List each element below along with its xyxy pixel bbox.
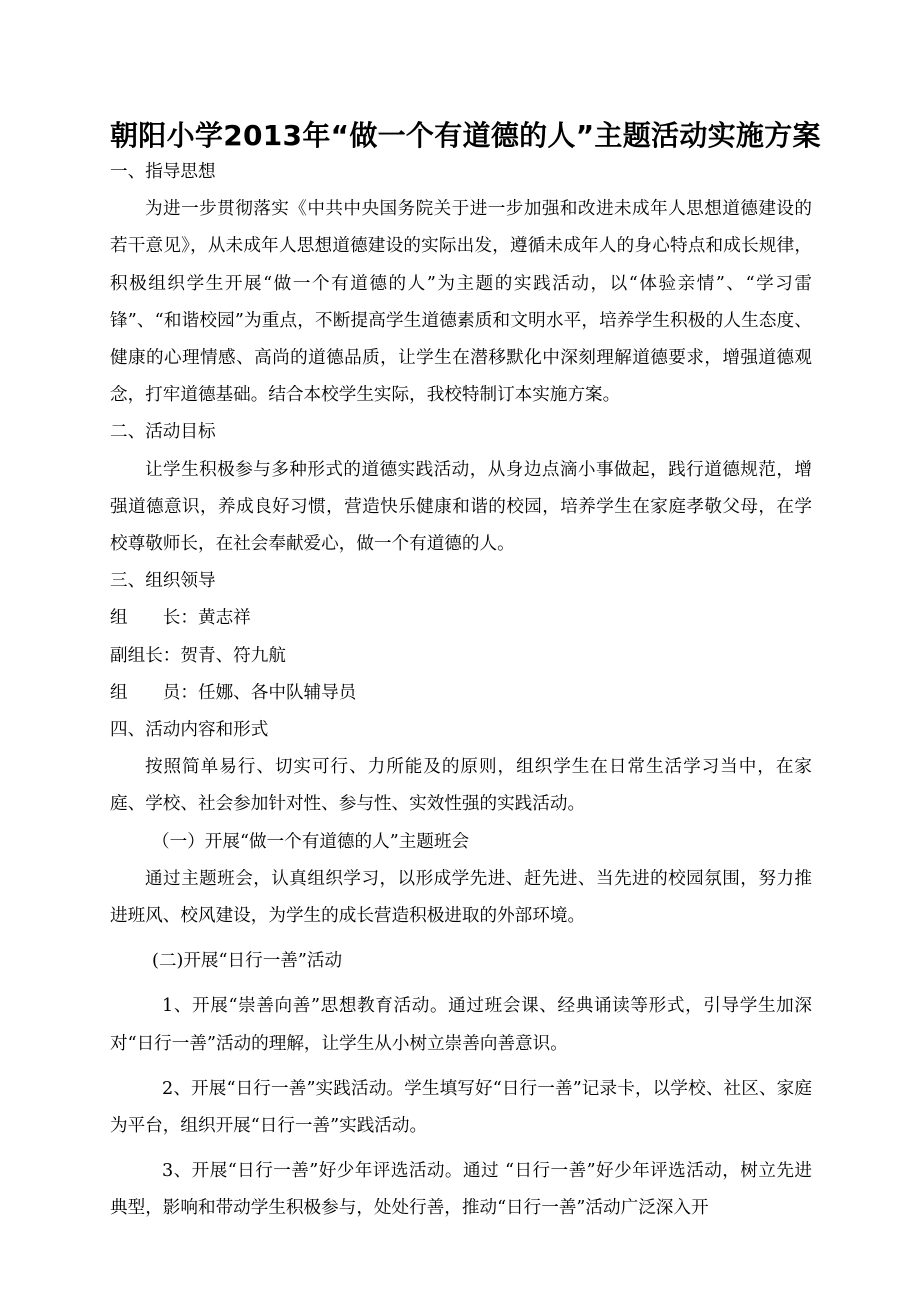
section-heading-goals: 二、活动目标 [110,422,216,443]
list-item-1: 1、开展“崇善向善”思想教育活动。通过班会课、经典诵读等形式，引导学生加深对“日行一善”活动的理解，让学生从小树立崇善向善意识。 [110,996,812,1054]
members-line: 组 员：任娜、各中队辅导员 [110,682,357,703]
leader-line: 组 长：黄志祥 [110,608,251,629]
paragraph-goals: 让学生积极参与多种形式的道德实践活动，从身边点滴小事做起，践行道德规范，增强道德意识，养成良好习惯，营造快乐健康和谐的校园，培养学生在家庭孝敬父母，在学校尊敬师长，在社会奉献爱心，做一个有道德的人。 [110,459,812,555]
document-body [110,154,812,1228]
list-item-3: 3、开展“日行一善”好少年评选活动。通过 “日行一善”好少年评选活动，树立先进典型，影响和带动学生积极参与，处处行善，推动“日行一善”活动广泛深入开 [110,1161,812,1219]
document-title: 朝阳小学2013年“做一个有道德的人”主题活动实施方案 [110,119,821,152]
section-heading-organization: 三、组织领导 [110,571,216,592]
paragraph-class-meeting: 通过主题班会，认真组织学习，以形成学先进、赶先进、当先进的校园氛围，努力推进班风、校风建设，为学生的成长营造积极进取的外部环境。 [110,868,812,927]
section-heading-content: 四、活动内容和形式 [110,720,269,741]
list-item-2: 2、开展“日行一善”实践活动。学生填写好“日行一善”记录卡，以学校、社区、家庭为平台，组织开展“日行一善”实践活动。 [110,1078,812,1137]
subheading-class-meeting: （一）开展“做一个有道德的人”主题班会 [152,831,470,852]
paragraph-guiding-thought: 为进一步贯彻落实《中共中央国务院关于进一步加强和改进未成年人思想道德建设的若干意见》，从未成年人思想道德建设的实际出发，遵循未成年人的身心特点和成长规律，积极组织学生开展“做一个有道德的人”为主题的实践活动，以“体验亲情”、“学习雷锋”、“和谐校园”为重点，不断提高学生道德素质和文明水平，培养学生积极的人生态度、健康的心理情感、高尚的道德品质，让学生在潜移默化中深刻理解道德要求，增强道德观念，打牢道德基础。结合本校学生实际，我校特制订本实施方案。 [110,199,812,406]
paragraph-content: 按照简单易行、切实可行、力所能及的原则，组织学生在日常生活学习当中，在家庭、学校、社会参加针对性、参与性、实效性强的实践活动。 [110,757,812,815]
section-heading-guiding-thought: 一、指导思想 [110,162,216,182]
subheading-daily-good-deed: (二)开展“日行一善”活动 [152,951,343,972]
vice-leader-line: 副组长：贺青、符九航 [110,645,286,666]
